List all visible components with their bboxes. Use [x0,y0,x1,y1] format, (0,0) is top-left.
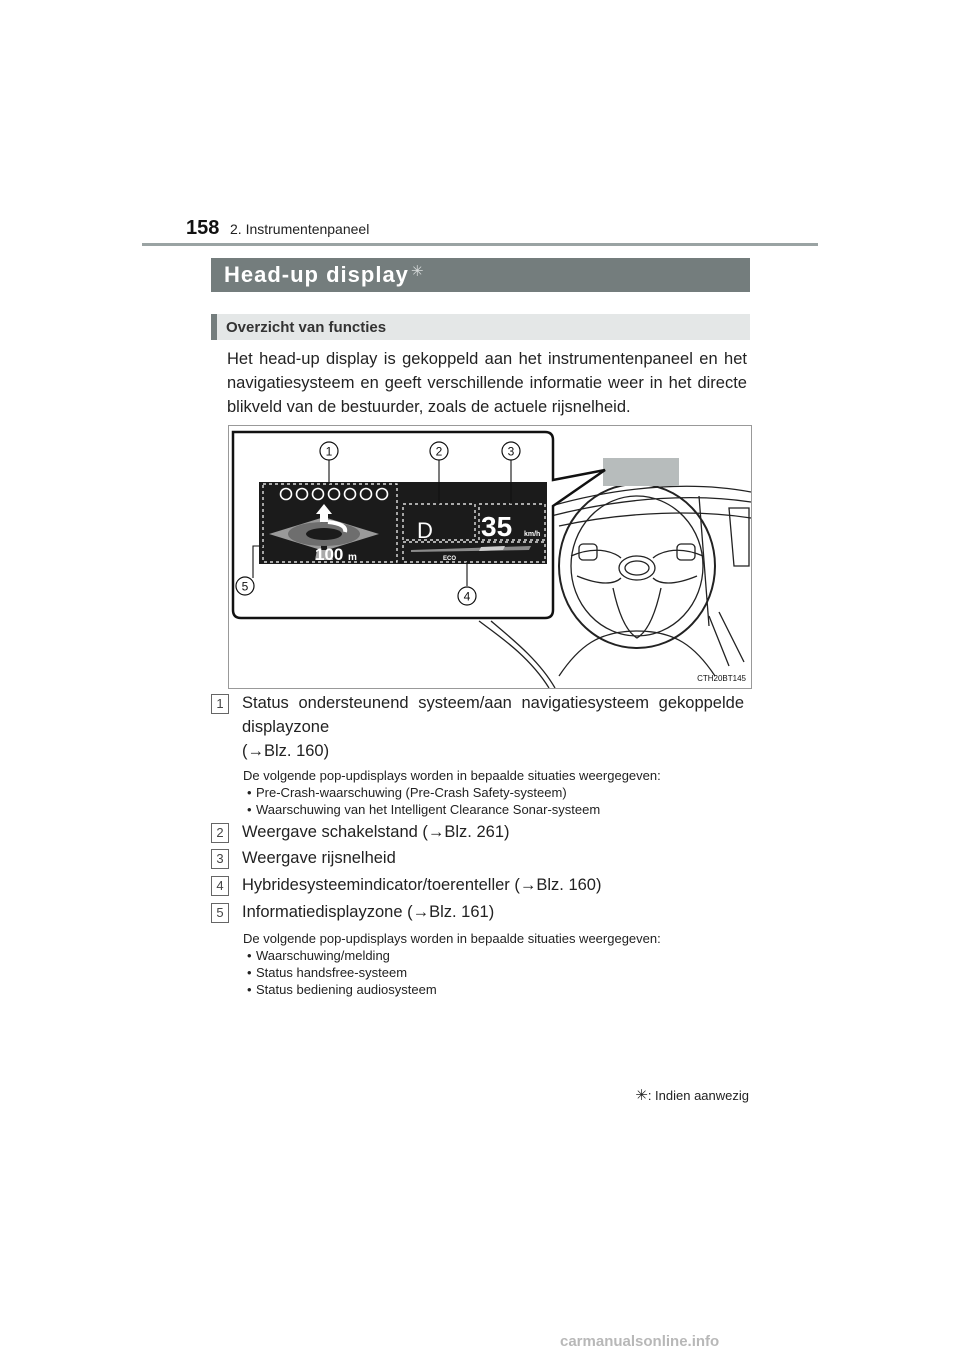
note-bullet: • Status handsfree-systeem [243,964,743,981]
hud-illustration-svg [229,426,751,688]
header-divider [142,243,818,246]
callout-label-1: 1 [325,444,333,459]
note-intro: De volgende pop-updisplays worden in bepaalde situaties weergegeven: [243,931,661,946]
hud-projection-area [603,458,679,486]
item-text: Informatiedisplayzone (→Blz. 161) [242,903,495,921]
note-bullet: • Pre-Crash-waarschuwing (Pre-Crash Safety-systeem) [243,784,743,801]
note-bullet: • Status bediening audiosysteem [243,981,743,998]
gear-value: D [417,518,433,543]
footnote [600,1086,749,1104]
speed-value: 35 [481,511,513,542]
callout-label-2: 2 [435,444,443,459]
note-bullet: • Waarschuwing van het Intelligent Clearance Sonar-systeem [243,801,743,818]
distance-unit: m [348,552,357,563]
item-text: Weergave schakelstand (→Blz. 261) [242,823,510,841]
item-text: Status ondersteunend systeem/aan navigatiesysteem gekoppelde displayzone [242,694,744,736]
asterisk-icon: ✳ [410,263,425,280]
watermark: carmanualsonline.info [560,1333,720,1350]
subsection-title: Overzicht van functies [226,319,387,336]
item-number: 1 [211,694,229,714]
distance-value: 100 [315,545,344,564]
page-number: 158 [186,217,220,239]
section-title [224,262,425,288]
figure-code: CTH20BT145 [697,674,746,683]
subsection-bar-accent [211,314,217,340]
footnote-text: : Indien aanwezig [647,1088,749,1103]
item-number: 3 [211,849,229,869]
note-block [243,767,743,818]
item-text: Weergave rijsnelheid [242,849,396,867]
intro-paragraph: Het head-up display is gekoppeld aan het instrumentenpaneel en het navigatiesysteem en geeft verschillende informatie weer in het directe blikveld van de bestuurder, zoals de actuele rijsnelheid. [227,350,747,416]
hud-illustration [228,425,752,689]
item-number: 2 [211,823,229,843]
item-reference: (→Blz. 160) [242,742,330,760]
item-text: Hybridesysteemindicator/toerenteller (→Blz. 160) [242,876,602,894]
item-number: 5 [211,903,229,923]
note-bullet: • Waarschuwing/melding [243,947,743,964]
note-block [243,930,743,998]
speed-unit: km/h [524,531,541,538]
section-title-label: Head-up display [224,262,409,287]
chapter-title: 2. Instrumentenpaneel [230,221,370,237]
callout-label-3: 3 [507,444,515,459]
callout-label-4: 4 [463,589,471,604]
note-intro: De volgende pop-updisplays worden in bepaalde situaties weergegeven: [243,768,661,783]
callout-label-5: 5 [241,579,249,594]
eco-label: ECO [443,556,457,562]
asterisk-icon: ✳ [635,1087,648,1104]
item-number: 4 [211,876,229,896]
